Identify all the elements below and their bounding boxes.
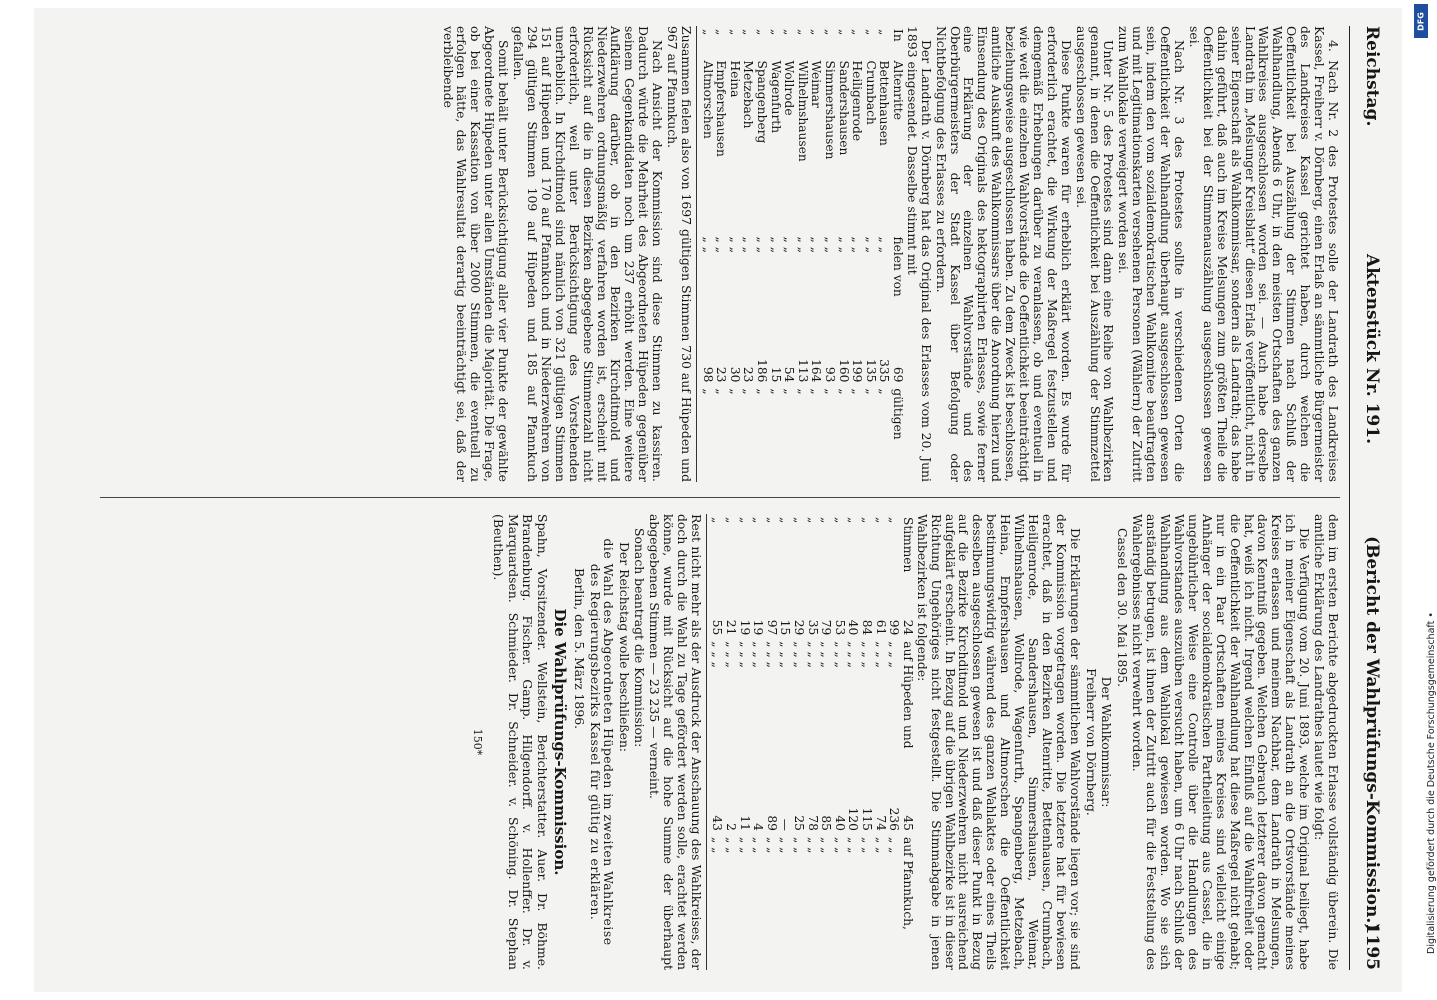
sum-rule [696, 26, 697, 482]
row-label: „ „ [754, 236, 769, 254]
signature-name: Freiherr von Dörnberg. [1083, 668, 1099, 816]
votes-pfannkuch: 115 [860, 807, 875, 831]
quoted-declaration: Die Verfügung vom 20. Juni 1893, welche im Original beiliegt, habe ich in meiner Eigenschaft als Landrath an die Ortsvorstände meines Kreises erlassen und meinem Nachbar, dem Landrath in Melsungen, davon Kenntniß gegeben. Welchen Gebrauch letzterer davon gemacht hat, weiß ich nicht. Irgend welchen Einfluß auf die Wahlfreiheit oder die Oeffentlichkeit der Wahlhandlung hat diese Maßregel nicht gehabt; nur in ein Paar Ortschaften meines Kreises sind vielleicht einige Anhänger der socialdemokratischen Partheileitung aus Cassel, die in ungebührlicher Weise eine Controlle über die Handlungen des Wahlvorstandes auszuüben versucht haben, um 6 Uhr nach Schluß der Wahlhandlung aus dem Wahllokal gewiesen worden. Wo sie sich anständig betrugen, ist ihnen der Zutritt auch für die Feststellung des Wahlergebnisses nicht verwehrt worden. [1130, 514, 1313, 970]
district-name: Heiligenrode [850, 60, 865, 142]
row-prefix: „ [822, 29, 837, 36]
row-tail: „ [754, 388, 769, 395]
valid-votes: 15 [768, 366, 783, 383]
row-label: „ „ [836, 236, 851, 254]
district-name: Metzebach [741, 60, 756, 129]
votes-pfannkuch: 45 [900, 815, 915, 831]
valid-votes: 164 [809, 359, 824, 383]
district-name: Wagenfurth [768, 60, 783, 134]
district-name: Altmorschen [700, 60, 715, 139]
row-prefix: In [890, 29, 905, 42]
row-prefix: „ [795, 29, 810, 36]
dfg-logo-text: DFG [1416, 12, 1426, 31]
commission-members: Spahn, Vorsitzender. Wellstein, Berichterstatter. Auer. Dr. Böhme. Brandenburg. Fischer. Gamp. Hilgendorff. v. Hollenffer. Dr. v. Marquardsen. Schmieder. Dr. Schneider. v. Schöning. Dr. Stephan (Beuthen). [491, 514, 550, 970]
table-row [859, 514, 873, 970]
row-label: „ [860, 517, 875, 524]
row-mid: „ „ „ [724, 641, 739, 668]
paragraph: Nach Nr. 3 des Protestes sollte in verschiedenen Orten die Oeffentlichkeit der Wahlhandlung überhaupt ausgeschlossen gewesen sein, indem den vom sozialdemokratischen Wahlkomitee beauftragten und mit Legitimationskarten versehenen Personen (Wählern) der Zutritt zum Wahllokale verweigert worden sei. [1116, 26, 1188, 482]
votes-pfannkuch: 11 [737, 815, 752, 831]
votes-pfannkuch: 89 [764, 815, 779, 831]
table-row [832, 514, 846, 970]
table-row [873, 514, 887, 970]
votes-huepeden: 61 [873, 619, 888, 636]
row-tail: „ [809, 388, 824, 395]
valid-votes: 160 [836, 359, 851, 383]
row-label: „ „ [877, 236, 892, 254]
table-row [795, 26, 809, 482]
votes-huepeden: 40 [846, 619, 861, 636]
district-name: Weimar [809, 60, 824, 108]
motion-text: die Wahl des Abgeordneten Hüpeden im zweiten Wahlkreise des Regierungsbezirks Kassel für gültig zu erklären. [587, 538, 617, 946]
row-tail: „ [768, 388, 783, 395]
district-name: Wilhelmshausen [795, 60, 810, 162]
table-row [809, 26, 823, 482]
row-tail: „ [822, 388, 837, 395]
row-tail: „ [836, 388, 851, 395]
page-number: 1195 [1362, 922, 1382, 970]
row-mid: „ „ „ [710, 641, 725, 668]
votes-pfannkuch: 4 [751, 823, 766, 831]
row-label: „ [873, 517, 888, 524]
paragraph: Die Erklärungen der sämmtlichen Wahlvorstände liegen vor; sie sind der Kommission vorgetragen worden. Die letztere hat für bewiesen erachtet, daß in den Bezirken Altenritte, Bettenhausen, Crumbach, Heiligenrode, Sandershausen, Simmershausen, Weimar, Wilhelmshausen, Wollrode, Wagenfurth, Spangenberg, Metzebach, Heina, Empfershausen und Altmorschen die Oeffentlichkeit bestimmungswidrig während des ganzen Wahlaktes oder eines Theils desselben ausgeschlossen gewesen ist und daß dieser Punkt in Bezug auf die Bezirke Kirchditmold und Niederzwehren nicht ausreichend aufgeklärt erscheint. In Bezug auf die übrigen Wahlbezirke ist in dieser Richtung Ungehöriges nicht festgestellt. Die Stimmabgabe in jenen Wahlbezirken ist folgende: [914, 514, 1083, 970]
votes-huepeden: 55 [710, 619, 725, 636]
votes-pfannkuch: 43 [710, 815, 725, 831]
row-tail: „ „ [819, 836, 834, 854]
valid-votes: 30 [727, 366, 742, 383]
votes-huepeden: 15 [778, 619, 793, 636]
row-prefix: „ [700, 29, 715, 36]
row-tail: „ „ [724, 836, 739, 854]
row-prefix: „ [782, 29, 797, 36]
row-tail: „ [782, 388, 797, 395]
valid-votes: 98 [700, 366, 715, 383]
votes-huepeden: 97 [764, 619, 779, 636]
row-label: „ „ [863, 236, 878, 254]
row-prefix: „ [863, 29, 878, 36]
table-row [727, 26, 741, 482]
district-name: Sandershausen [836, 60, 851, 156]
table-row [863, 26, 877, 482]
row-label: „ „ [768, 236, 783, 254]
row-label: „ [846, 517, 861, 524]
table-row [791, 514, 805, 970]
row-label: „ [710, 517, 725, 524]
paragraph: Nach Ansicht der Kommission sind diese Stimmen zu kassiren. Dadurch würde die Mehrheit des Abgeordneten Hüpeden gegenüber seinem Gegenkandidaten noch um 237 erhöht werden. Eine weitere Aufklärung darüber, ob in den Bezirken Kirchditmold und Niederzwehren ordnungsmäßig verfahren worden ist, erscheint mit Rücksicht auf die in diesen Bezirken abgegebene Stimmenzahl nicht erforderlich, weil unter Berücksichtigung des Vorstehenden unerheblich. In Kirchditmold sind nämlich von 321 gültigen Stimmen 151 auf Hüpeden und 170 auf Pfannkuch und in Niederzwehren von 294 gültigen Stimmen 109 auf Hüpeden und 185 auf Pfannkuch gefallen. [511, 26, 666, 482]
row-prefix: „ [727, 29, 742, 36]
row-mid: „ „ „ [846, 641, 861, 668]
row-tail: „ „ [792, 836, 807, 854]
row-tail: „ „ [887, 836, 902, 854]
header-rule [1349, 26, 1350, 970]
table-row [700, 26, 714, 482]
votes-huepeden: 79 [819, 619, 834, 636]
paragraph: Somit behält unter Berücksichtigung aller vier Punkte der gewählte Abgeordnete Hüpeden unter allen Umständen die Majorität. Die Frage, ob bei einer Kassation von über 2000 Stimmen, die eventuell zu erfolgen hätte, das Wahlresultat derartig beeinträchtigt sei, daß der verbleibende [440, 26, 512, 482]
row-tail: „ [714, 388, 729, 395]
valid-votes: 113 [795, 359, 810, 383]
row-label: „ [887, 517, 902, 524]
votes-huepeden: 99 [887, 619, 902, 636]
sum-line: Zusammen fielen also von 1697 gültigen Stimmen 730 auf Hüpeden und 967 auf Pfannkuch. [665, 26, 694, 482]
row-tail: „ „ [846, 836, 861, 854]
district-name: Heina [727, 60, 742, 98]
row-prefix: „ [850, 29, 865, 36]
table-row [764, 514, 778, 970]
votes-pfannkuch: 40 [832, 815, 847, 831]
votes-table-right [710, 514, 914, 970]
row-tail: „ [795, 388, 810, 395]
header-center: Aktenstück Nr. 191. [1362, 254, 1382, 445]
row-prefix: „ [741, 29, 756, 36]
valid-votes: 335 [877, 359, 892, 383]
row-tail: „ „ [805, 836, 820, 854]
row-label: „ [792, 517, 807, 524]
votes-huepeden: 84 [860, 619, 875, 636]
paragraph: Diese Punkte waren für erheblich erklärt worden. Es wurde für erforderlich erachtet, die Wirkung der Maßregel festzustellen und demgemäß Erhebungen darüber zu veranlassen, ob und eventuell in wie weit die einzelnen Wahlvorstände die Oeffentlichkeit beeinträchtigt beziehungsweise ausgeschlossen haben. Zu dem Zweck ist beschlossen, amtliche Auskunft des Wahlkommissars über die Anordnung hierzu und Einsendung des Originals des hektographirten Erlasses, sowie ferner eine Erklärung der einzelnen Wahlvorstände und des Oberbürgermeisters der Stadt Kassel über Befolgung oder Nichtbefolgung des Erlasses zu erfordern. [933, 26, 1074, 482]
row-tail: „ „ [710, 836, 725, 854]
valid-votes: 69 [890, 366, 905, 383]
votes-pfannkuch: — [778, 818, 793, 831]
votes-pfannkuch: 25 [792, 815, 807, 831]
table-row [751, 514, 765, 970]
row-mid: „ „ „ [887, 641, 902, 668]
district-name: Empfershausen [714, 60, 729, 157]
row-tail: „ „ [832, 836, 847, 854]
paragraph: dem im ersten Berichte abgedruckten Erlasse vollständig überein. Die amtliche Erklärung des Landrathes lautet wie folgt: [1312, 514, 1341, 970]
votes-huepeden: 29 [792, 619, 807, 636]
sum-rule [706, 514, 707, 970]
table-row [724, 514, 738, 970]
rotated-page-content [50, 26, 1386, 970]
row-mid: „ „ „ [819, 641, 834, 668]
votes-huepeden: 35 [805, 619, 820, 636]
row-label: „ [724, 517, 739, 524]
row-tail: auf Pfannkuch, [900, 836, 915, 930]
row-tail: „ [741, 388, 756, 395]
votes-pfannkuch: 74 [873, 815, 888, 831]
table-row [850, 26, 864, 482]
row-prefix: „ [768, 29, 783, 36]
row-prefix: „ [836, 29, 851, 36]
row-label: „ „ [822, 236, 837, 254]
running-header [1352, 26, 1386, 970]
valid-votes: 54 [782, 366, 797, 383]
valid-votes: 93 [822, 366, 837, 383]
votes-pfannkuch: 120 [846, 807, 861, 831]
district-name: Bettenhausen [877, 60, 892, 146]
votes-table-left [700, 26, 904, 482]
row-label: „ „ [795, 236, 810, 254]
digitization-credit: Digitalisierung gefördert durch die Deutsche Forschungsgemeinschaft • [1426, 612, 1437, 954]
row-tail: „ „ [778, 836, 793, 854]
row-mid: „ „ „ [832, 641, 847, 668]
table-row [714, 26, 728, 482]
commission-heading: Die Wahlprüfungs-Kommission. [550, 608, 569, 876]
row-label: „ [805, 517, 820, 524]
row-label: „ „ [700, 236, 715, 254]
votes-huepeden: 53 [832, 619, 847, 636]
row-tail: „ [727, 388, 742, 395]
row-label: „ „ [809, 236, 824, 254]
table-row [836, 26, 850, 482]
row-tail: „ „ [751, 836, 766, 854]
row-tail: „ „ [764, 836, 779, 854]
row-mid: „ „ „ [778, 641, 793, 668]
row-tail: „ „ [873, 836, 888, 854]
votes-huepeden: 19 [737, 619, 752, 636]
place-date: Cassel den 30. Mai 1895. [1115, 528, 1131, 688]
row-label: „ [751, 517, 766, 524]
row-label: „ [819, 517, 834, 524]
votes-huepeden: 24 [900, 619, 915, 636]
row-label: „ [778, 517, 793, 524]
valid-votes: 199 [850, 359, 865, 383]
valid-votes: 135 [863, 359, 878, 383]
valid-votes: 23 [714, 366, 729, 383]
row-mid: „ „ „ [764, 641, 779, 668]
district-name: Crumbach [863, 60, 878, 125]
column-separator [100, 497, 1340, 498]
row-mid: „ „ „ [873, 641, 888, 668]
table-row [819, 514, 833, 970]
row-prefix: „ [714, 29, 729, 36]
row-tail: „ [850, 388, 865, 395]
row-label: „ „ [727, 236, 742, 254]
paragraph: Der Landrath v. Dörnberg hat das Original des Erlasses vom 20. Juni 1893 eingesendet. Dasselbe stimmt mit [904, 26, 934, 482]
paragraph: Unter Nr. 5 des Protestes sind dann eine Reihe von Wahlbezirken genannt, in denen die Oeffentlichkeit bei Auszählung der Stimmzettel ausgeschlossen gewesen sei. [1073, 26, 1117, 482]
row-label: „ „ [714, 236, 729, 254]
row-label: „ „ [850, 236, 865, 254]
district-name: Altenritte [890, 60, 905, 120]
folio-mark: 150* [471, 728, 485, 756]
row-mid: „ „ „ [751, 641, 766, 668]
row-tail: „ [863, 388, 878, 395]
left-column [440, 26, 1340, 482]
votes-pfannkuch: 78 [805, 815, 820, 831]
table-row [900, 514, 914, 970]
row-label: Stimmen [900, 517, 915, 573]
table-row [782, 26, 796, 482]
table-row [890, 26, 904, 482]
votes-pfannkuch: 85 [819, 815, 834, 831]
row-mid: „ „ „ [860, 641, 875, 668]
row-tail: „ [700, 388, 715, 395]
row-label: „ [764, 517, 779, 524]
table-row [737, 514, 751, 970]
row-label: „ [737, 517, 752, 524]
table-row [778, 514, 792, 970]
table-row [877, 26, 891, 482]
table-row [887, 514, 901, 970]
row-mid: „ „ „ [792, 641, 807, 668]
row-label: „ „ [782, 236, 797, 254]
district-name: Spangenberg [754, 60, 769, 144]
row-tail: gültigen [890, 388, 905, 440]
table-row [822, 26, 836, 482]
votes-pfannkuch: 2 [724, 823, 739, 831]
right-column [470, 514, 1340, 970]
paragraph: 4. Nach Nr. 2 des Protestes solle der Landrath des Landkreises Kassel, Freiherr v. Dörnberg, einen Erlaß an sämmtliche Bürgermeister des Landkreises Kassel gerichtet haben, durch welchen die Oeffentlichkeit bei Auszählung der Stimmen nach Schluß der Wahlhandlung, Abends 6 Uhr, in den meisten Ortschaften des ganzen Wahlkreises ausgeschlossen worden sei. — Auch habe derselbe Landrath im „Melsunger Kreisblatt“ diesen Erlaß veröffentlicht, nicht in seiner Eigenschaft als Wahlkommissar, sondern als Landrath; das habe dahin geführt, daß auch im Kreise Melsungen zum größten Theile die Oeffentlichkeit bei der Stimmenauszählung ausgeschlossen gewesen sei. [1186, 26, 1341, 482]
row-prefix: „ [809, 29, 824, 36]
row-prefix: „ [754, 29, 769, 36]
row-mid: „ „ „ [805, 641, 820, 668]
table-row [846, 514, 860, 970]
votes-pfannkuch: 236 [887, 807, 902, 831]
signature-role: Der Wahlkommissar: [1099, 676, 1115, 808]
paragraph: Der Reichstag wolle beschließen: [617, 542, 633, 753]
row-tail: „ „ [737, 836, 752, 854]
table-row [754, 26, 768, 482]
district-name: Simmershausen [822, 60, 837, 160]
paragraph: Sonach beantragt die Kommission: [632, 528, 648, 748]
row-label: fielen von [890, 236, 905, 297]
valid-votes: 186 [754, 359, 769, 383]
header-left: Reichstag. [1362, 26, 1382, 127]
row-tail: „ [877, 388, 892, 395]
votes-huepeden: 19 [751, 619, 766, 636]
row-label: „ „ [741, 236, 756, 254]
row-mid: „ „ „ [737, 641, 752, 668]
table-row [768, 26, 782, 482]
table-row [710, 514, 724, 970]
table-row [805, 514, 819, 970]
header-title: (Bericht der Wahlprüfungs-Kommission.) [1362, 536, 1382, 932]
district-name: Wollrode [782, 60, 797, 116]
row-prefix: „ [877, 29, 892, 36]
votes-huepeden: 21 [724, 619, 739, 636]
valid-votes: 23 [741, 366, 756, 383]
date-line: Berlin, den 5. März 1896. [571, 568, 587, 730]
row-tail: „ „ [860, 836, 875, 854]
row-mid: auf Hüpeden und [900, 641, 915, 749]
row-label: „ [832, 517, 847, 524]
table-row [741, 26, 755, 482]
paragraph: Rest nicht mehr als der Ausdruck der Anschauung des Wahlkreises, der doch durch die Wahl zu Tage gefördert werden solle, erachtet werden könne, wurde mit Rücksicht auf die hohe Summe der überhaupt abgegebenen Stimmen — 23 235 — verneint. [647, 514, 704, 970]
